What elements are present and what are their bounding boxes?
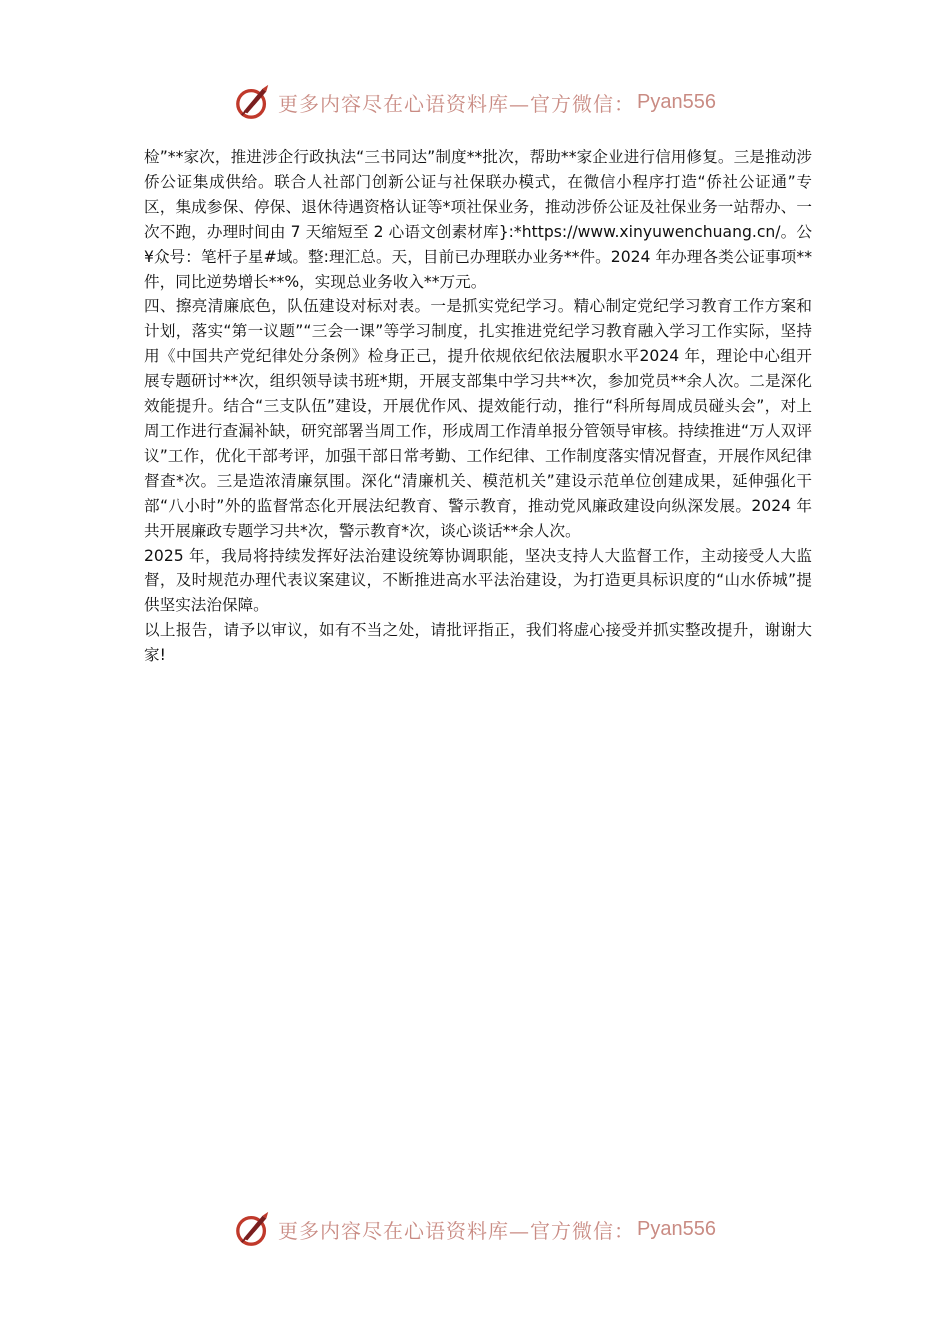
footer-wechat-id: Pyan556 [637,1217,716,1240]
header-wechat-id: Pyan556 [637,90,716,113]
document-body [144,145,812,668]
footer-banner [0,1207,950,1251]
header-banner [0,80,950,124]
paragraph-3: 2025 年，我局将持续发挥好法治建设统筹协调职能，坚决支持人大监督工作，主动接受人大监督，及时规范办理代表议案建议，不断推进高水平法治建设，为打造更具标识度的“山水侨城”提供坚实法治保障。 [144,546,812,615]
paragraph-4: 以上报告，请予以审议，如有不当之处，请批评指正，我们将虚心接受并抓实整改提升，谢谢大家! [144,621,812,665]
header-text: 更多内容尽在心语资料库—官方微信： [278,91,636,116]
paragraph-1: 检”**家次，推进涉企行政执法“三书同达”制度**批次，帮助**家企业进行信用修复。三是推动涉侨公证集成供给。联合人社部门创新公证与社保联办模式，在微信小程序打造“侨社公证通”专区，集成参保、停保、退休待遇资格认证等*项社保业务，推动涉侨公证及社保业务一站帮办、一次不跑，办理时间由 7 天缩短至 2 心语文创素材库}:*https://www.xinyuwenchuang.cn/。公¥众号：笔杆子星#域。整:理汇总。天，目前已办理联办业务**件。2024 年办理各类公证事项**件，同比逆势增长**%，实现总业务收入**万元。 [144,148,812,291]
quill-pen-icon [234,83,272,121]
footer-text: 更多内容尽在心语资料库—官方微信： [278,1218,636,1243]
paragraph-2: 四、擦亮清廉底色，队伍建设对标对表。一是抓实党纪学习。精心制定党纪学习教育工作方案和计划，落实“第一议题”“三会一课”等学习制度，扎实推进党纪学习教育融入学习工作实际，坚持用《中国共产党纪律处分条例》检身正己，提升依规依纪依法履职水平2024 年，理论中心组开展专题研讨**次，组织领导读书班*期，开展支部集中学习共**次，参加党员**余人次。二是深化效能提升。结合“三支队伍”建设，开展优作风、提效能行动，推行“科所每周成员碰头会”，对上周工作进行查漏补缺，研究部署当周工作，形成周工作清单报分管领导审核。持续推进“万人双评议”工作，优化干部考评，加强干部日常考勤、工作纪律、工作制度落实情况督查，开展作风纪律督查*次。三是造浓清廉氛围。深化“清廉机关、模范机关”建设示范单位创建成果，延伸强化干部“八小时”外的监督常态化开展法纪教育、警示教育，推动党风廉政建设向纵深发展。2024 年共开展廉政专题学习共*次，警示教育*次，谈心谈话**余人次。 [144,297,812,540]
quill-pen-icon [234,1210,272,1248]
